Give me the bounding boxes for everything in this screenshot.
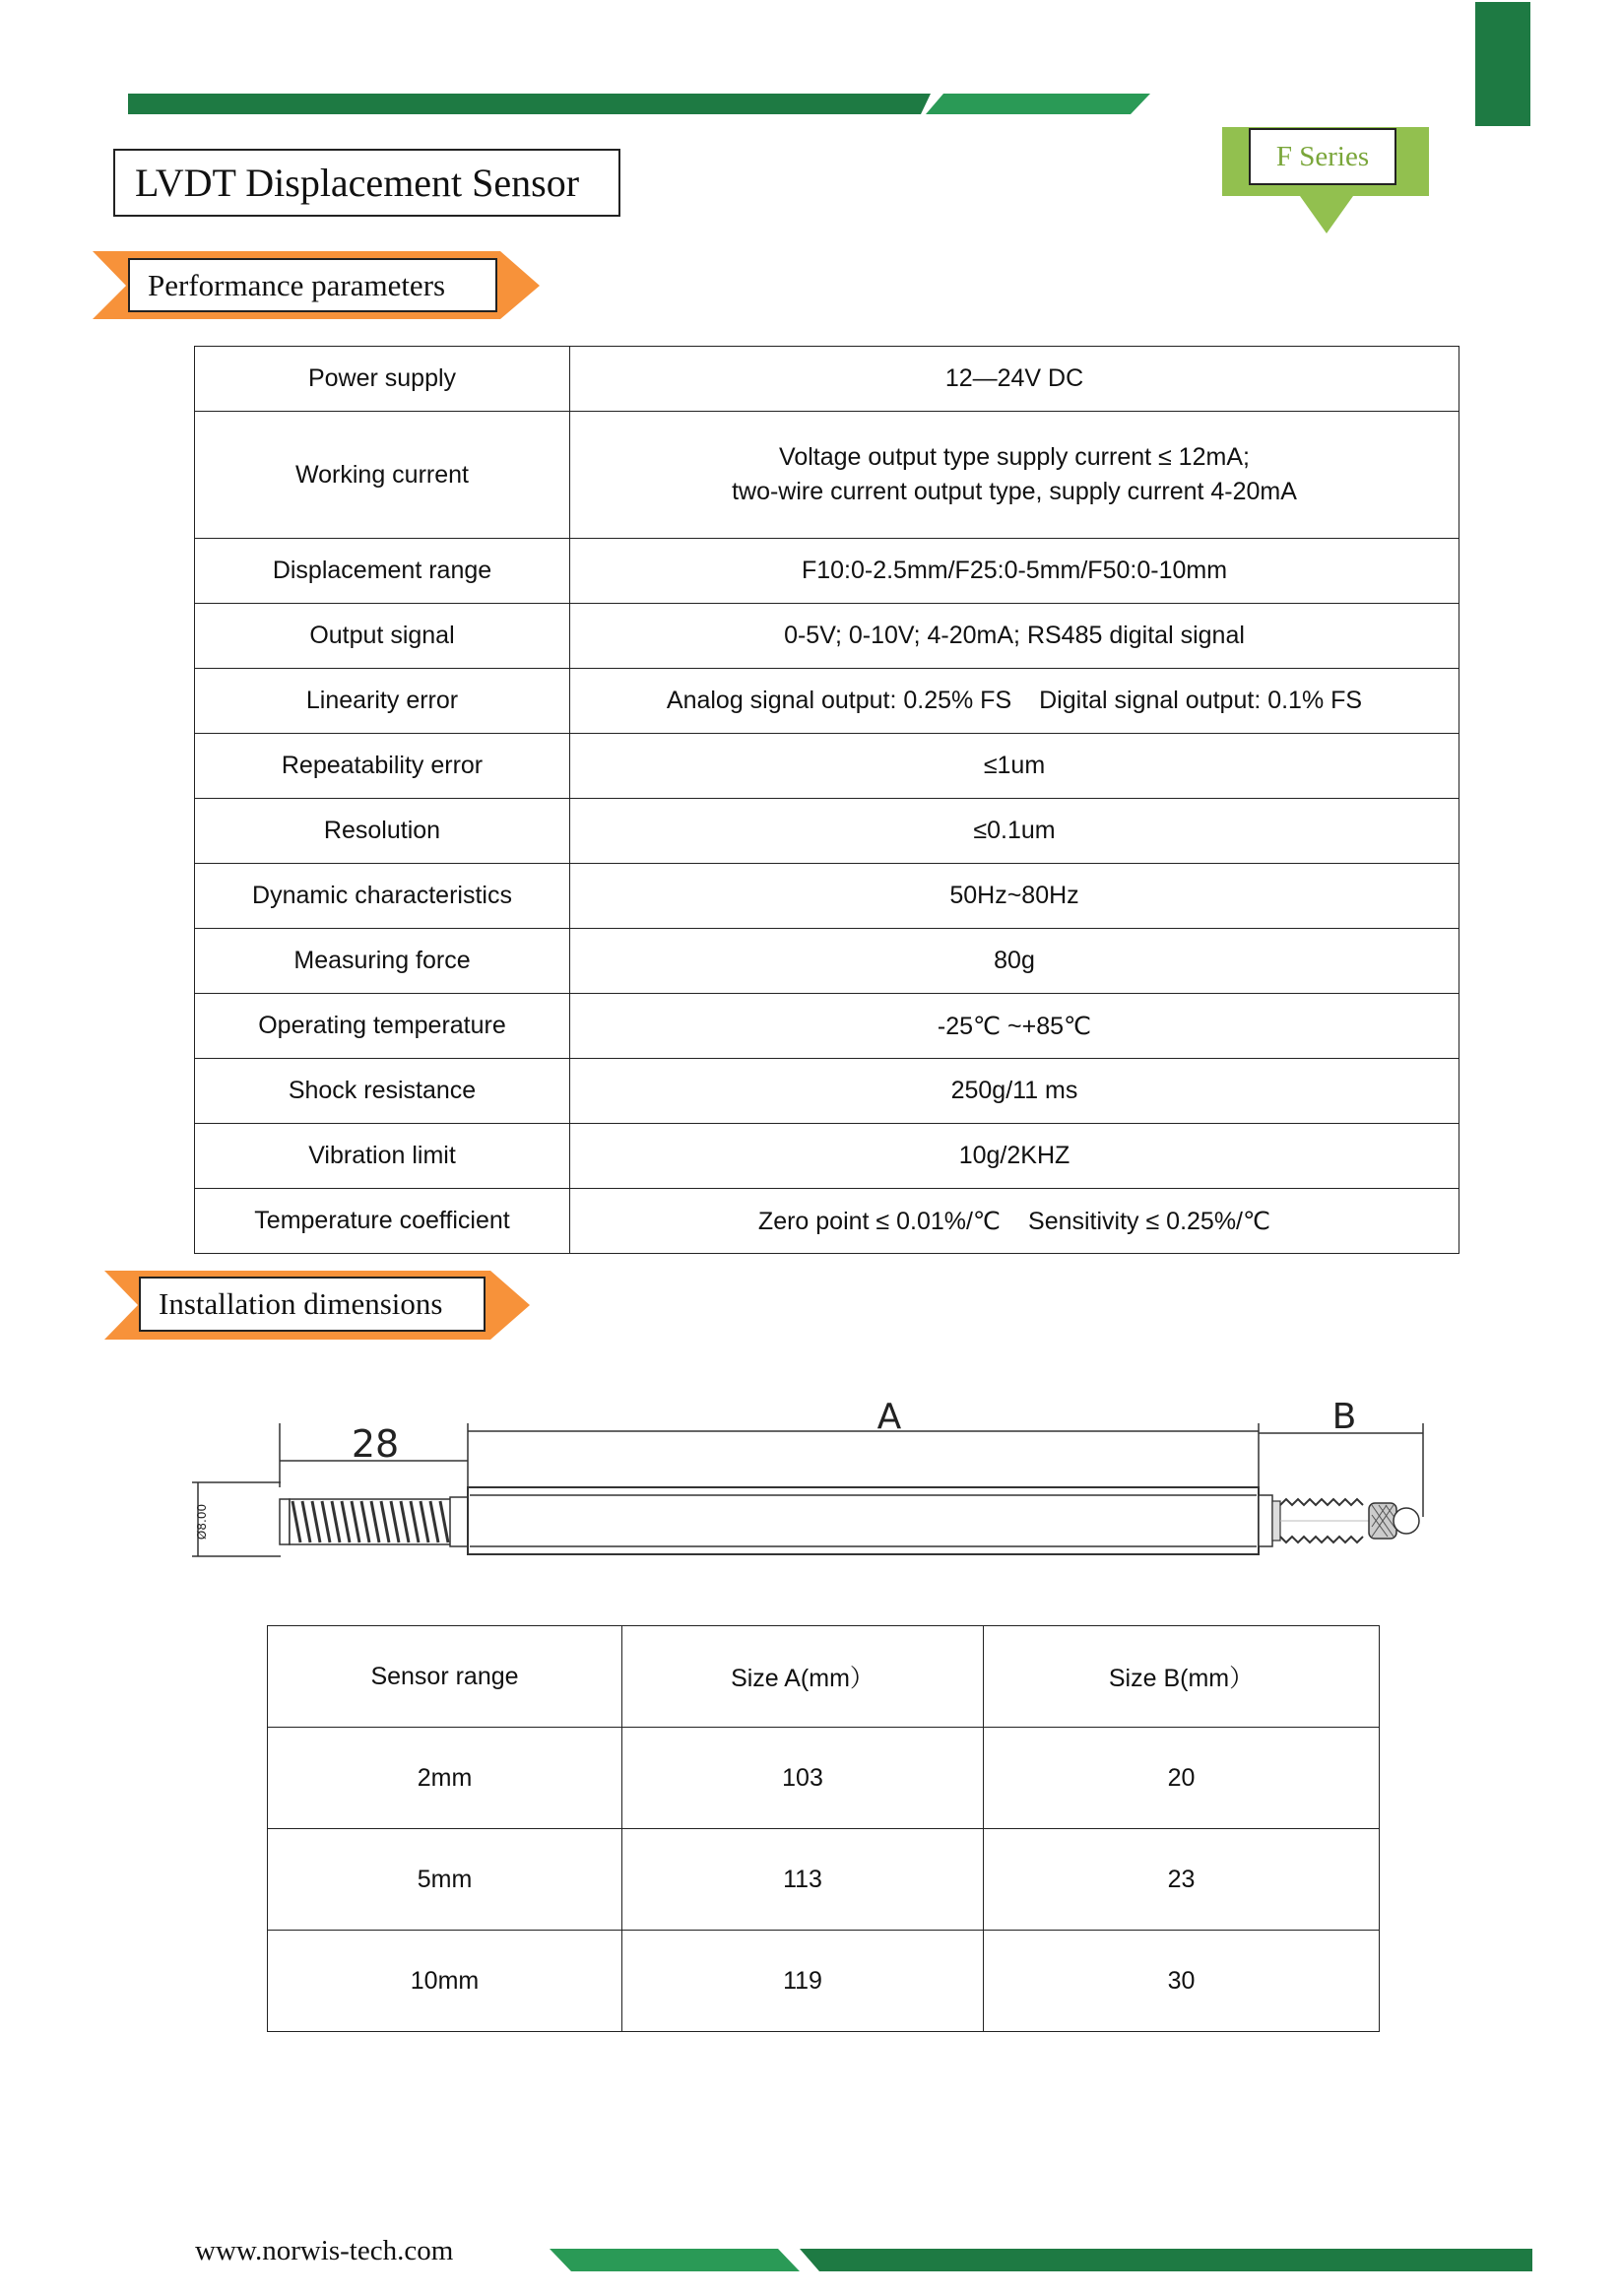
- param-value-part: Analog signal output: 0.25% FS: [666, 687, 1012, 714]
- table-row: [195, 347, 1459, 412]
- table-row: [195, 539, 1459, 604]
- param-value: [570, 1189, 1459, 1254]
- section-heading-installation: Installation dimensions: [139, 1277, 486, 1332]
- table-row: [268, 1728, 1380, 1829]
- table-row: [195, 412, 1459, 539]
- front-collar-ring: [1272, 1501, 1280, 1541]
- table-cell: 119: [622, 1931, 984, 2032]
- param-name: Working current: [195, 412, 570, 539]
- param-name: Vibration limit: [195, 1124, 570, 1189]
- param-name: Linearity error: [195, 669, 570, 734]
- param-value: F10:0-2.5mm/F25:0-5mm/F50:0-10mm: [570, 539, 1459, 604]
- table-row: [195, 994, 1459, 1059]
- param-value-part: Digital signal output: 0.1% FS: [1039, 687, 1363, 714]
- param-value: 250g/11 ms: [570, 1059, 1459, 1124]
- param-name: Resolution: [195, 799, 570, 864]
- column-header: Size A(mm）: [622, 1626, 984, 1728]
- param-name: Dynamic characteristics: [195, 864, 570, 929]
- table-row: [195, 1124, 1459, 1189]
- param-value: [570, 669, 1459, 734]
- corner-tab: [1475, 2, 1530, 126]
- table-cell: 5mm: [268, 1829, 622, 1931]
- column-header: Sensor range: [268, 1626, 622, 1728]
- table-row: [195, 1059, 1459, 1124]
- param-name: Operating temperature: [195, 994, 570, 1059]
- param-name: Output signal: [195, 604, 570, 669]
- param-value: 80g: [570, 929, 1459, 994]
- table-cell: 30: [984, 1931, 1380, 2032]
- table-row: [195, 864, 1459, 929]
- probe-ball: [1394, 1508, 1419, 1534]
- header-stripe-dark: [128, 94, 931, 114]
- param-name: Power supply: [195, 347, 570, 412]
- table-row: [195, 604, 1459, 669]
- param-value: -25℃ ~+85℃: [570, 994, 1459, 1059]
- param-name: Shock resistance: [195, 1059, 570, 1124]
- param-value: 12—24V DC: [570, 347, 1459, 412]
- table-cell: 2mm: [268, 1728, 622, 1829]
- dim-label-b: B: [1331, 1397, 1357, 1437]
- table-row: [268, 1829, 1380, 1931]
- table-row: [195, 669, 1459, 734]
- footer-stripe-light: [550, 2249, 800, 2271]
- dim-label-a: A: [876, 1397, 902, 1437]
- footer-stripe-dark: [800, 2249, 1532, 2271]
- footer-url[interactable]: www.norwis-tech.com: [195, 2235, 454, 2266]
- param-value-line: Voltage output type supply current ≤ 12mA;: [779, 443, 1250, 471]
- header-stripe-light: [926, 94, 1150, 114]
- param-name: Temperature coefficient: [195, 1189, 570, 1254]
- section-heading-performance: Performance parameters: [128, 258, 497, 312]
- table-cell: 113: [622, 1829, 984, 1931]
- param-value: ≤0.1um: [570, 799, 1459, 864]
- performance-table: [194, 346, 1459, 1254]
- dim-label-28: 28: [351, 1422, 400, 1466]
- table-cell: 23: [984, 1829, 1380, 1931]
- param-name: Repeatability error: [195, 734, 570, 799]
- param-value: 0-5V; 0-10V; 4-20mA; RS485 digital signal: [570, 604, 1459, 669]
- sensor-dimension-drawing: [192, 1389, 1433, 1586]
- param-value-part: Sensitivity ≤ 0.25%/℃: [1028, 1207, 1271, 1235]
- spring-end-ring: [450, 1497, 468, 1546]
- table-row: [195, 929, 1459, 994]
- sensor-body: [468, 1487, 1259, 1554]
- size-table: [267, 1625, 1380, 2032]
- table-cell: 20: [984, 1728, 1380, 1829]
- table-cell: 10mm: [268, 1931, 622, 2032]
- table-row: [195, 799, 1459, 864]
- front-collar: [1259, 1495, 1272, 1546]
- table-row: [195, 734, 1459, 799]
- param-name: Displacement range: [195, 539, 570, 604]
- param-value-part: Zero point ≤ 0.01%/℃: [757, 1207, 1002, 1235]
- series-arrow-icon: [1300, 196, 1353, 233]
- document-title: LVDT Displacement Sensor: [113, 149, 620, 217]
- rear-cap: [280, 1499, 290, 1544]
- param-value: 10g/2KHZ: [570, 1124, 1459, 1189]
- param-value: ≤1um: [570, 734, 1459, 799]
- table-header-row: [268, 1626, 1380, 1728]
- param-value: 50Hz~80Hz: [570, 864, 1459, 929]
- table-cell: 103: [622, 1728, 984, 1829]
- dim-label-diameter: Ø8.00: [195, 1503, 209, 1541]
- table-row: [268, 1931, 1380, 2032]
- param-value: [570, 412, 1459, 539]
- table-row: [195, 1189, 1459, 1254]
- column-header: Size B(mm）: [984, 1626, 1380, 1728]
- series-badge: F Series: [1249, 128, 1396, 185]
- param-name: Measuring force: [195, 929, 570, 994]
- param-value-line: two-wire current output type, supply current 4-20mA: [732, 478, 1297, 505]
